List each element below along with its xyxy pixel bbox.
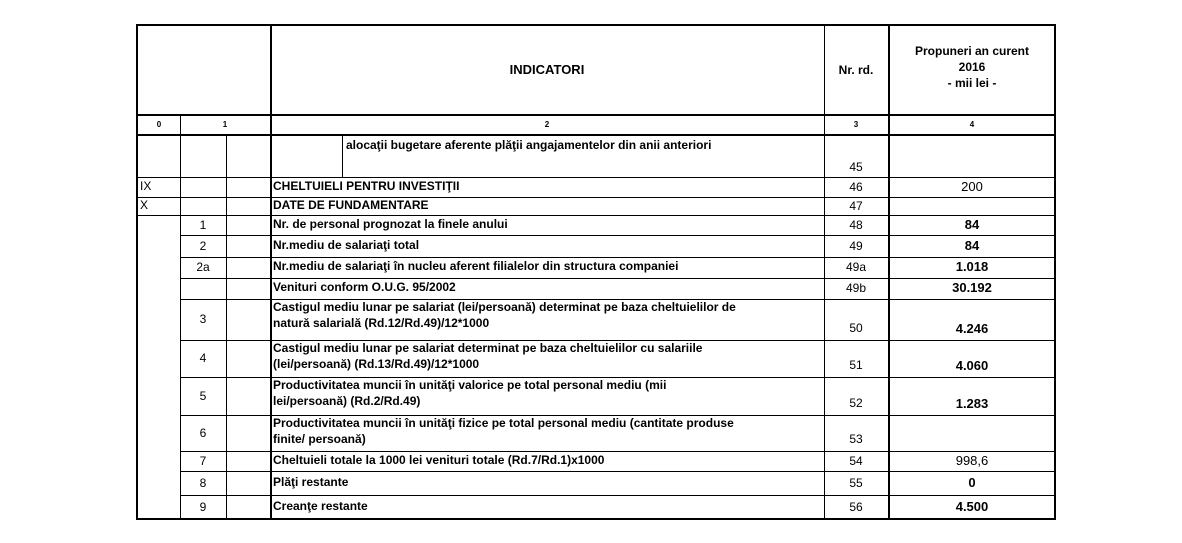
row-number: 53 bbox=[849, 432, 863, 446]
grid-line-horizontal bbox=[180, 451, 1056, 452]
grid-line-vertical bbox=[270, 136, 272, 520]
grid-line-horizontal bbox=[180, 235, 1056, 236]
row-text-line: Nr.mediu de salariaţi în nucleu aferent filialelor din structura companiei bbox=[273, 259, 679, 273]
row-text-line: DATE DE FUNDAMENTARE bbox=[273, 198, 429, 212]
row-sub-index: 4 bbox=[199, 351, 207, 365]
row-sub-index: 7 bbox=[199, 454, 207, 468]
grid-line-vertical bbox=[270, 26, 272, 134]
row-number: 48 bbox=[849, 218, 863, 232]
row-value: 84 bbox=[964, 217, 980, 232]
index-col-0: 0 bbox=[156, 120, 162, 129]
row-text-line: Creanţe restante bbox=[273, 499, 368, 513]
grid-line-horizontal bbox=[180, 415, 1056, 416]
grid-line-horizontal bbox=[180, 215, 1056, 216]
grid-line-horizontal bbox=[138, 134, 1056, 136]
index-col-2: 2 bbox=[544, 120, 550, 129]
grid-line-horizontal bbox=[180, 340, 1056, 341]
index-col-3: 3 bbox=[853, 120, 859, 129]
row-value: 1.018 bbox=[955, 259, 989, 274]
row-text-line: Nr. de personal prognozat la finele anului bbox=[273, 217, 508, 231]
row-number: 51 bbox=[849, 358, 863, 372]
row-number: 49 bbox=[849, 239, 863, 253]
row-sub-index: 1 bbox=[199, 218, 207, 232]
row-number: 56 bbox=[849, 500, 863, 514]
header-propuneri-line2: 2016 bbox=[958, 60, 986, 74]
row-sub-index: 8 bbox=[199, 476, 207, 490]
grid-line-vertical bbox=[888, 136, 890, 520]
row-sub-index: 5 bbox=[199, 389, 207, 403]
row-sub-index: 2a bbox=[196, 260, 210, 274]
row-text-line: Productivitatea muncii în unităţi fizice pe total personal mediu (cantitate produse bbox=[273, 416, 734, 430]
header-indicatori: INDICATORI bbox=[509, 62, 585, 77]
grid-line-vertical bbox=[226, 136, 227, 520]
grid-line-horizontal bbox=[138, 197, 1056, 198]
index-col-4: 4 bbox=[969, 120, 975, 129]
row-text-line: (lei/persoană) (Rd.13/Rd.49)/12*1000 bbox=[273, 357, 480, 371]
grid-line-horizontal bbox=[180, 377, 1056, 378]
row-value: 1.283 bbox=[955, 396, 989, 411]
row-value: 4.500 bbox=[955, 499, 989, 514]
header-propuneri-line3: - mii lei - bbox=[947, 76, 997, 90]
budget-indicators-table bbox=[136, 24, 1056, 520]
grid-line-vertical bbox=[180, 136, 181, 520]
row-number: 47 bbox=[849, 199, 863, 213]
row-value: 998,6 bbox=[955, 453, 989, 468]
row-text-line: Productivitatea muncii în unităţi valorice pe total personal mediu (mii bbox=[273, 378, 667, 392]
grid-line-horizontal bbox=[180, 257, 1056, 258]
row-number: 55 bbox=[849, 476, 863, 490]
row-text-line: Castigul mediu lunar pe salariat determinat pe baza cheltuielilor cu salariile bbox=[273, 341, 703, 355]
grid-line-vertical bbox=[824, 136, 825, 520]
row-value: 30.192 bbox=[952, 280, 992, 295]
row-number: 49b bbox=[845, 281, 867, 295]
row-roman-numeral: IX bbox=[140, 179, 152, 193]
row-sub-index: 9 bbox=[199, 500, 207, 514]
row-sub-index: 3 bbox=[199, 312, 207, 326]
row-text-line: alocaţii bugetare aferente plăţii angajamentelor din anii anteriori bbox=[346, 138, 712, 152]
row-text-line: Venituri conform O.U.G. 95/2002 bbox=[273, 280, 456, 294]
grid-line-horizontal bbox=[180, 495, 1056, 496]
header-propuneri-line1: Propuneri an curent bbox=[914, 44, 1030, 58]
header-nr-rd: Nr. rd. bbox=[838, 63, 874, 77]
grid-line-vertical bbox=[888, 26, 890, 134]
row-value: 4.246 bbox=[955, 321, 989, 336]
grid-line-horizontal bbox=[138, 177, 180, 178]
row-value: 200 bbox=[961, 179, 983, 194]
grid-line-vertical bbox=[180, 114, 181, 134]
row-sub-index: 2 bbox=[199, 239, 207, 253]
grid-line-horizontal bbox=[138, 215, 180, 216]
row-number: 49a bbox=[845, 260, 867, 274]
row-text-line: finite/ persoană) bbox=[273, 432, 366, 446]
row-text-line: Plăţi restante bbox=[273, 475, 349, 489]
row-number: 46 bbox=[849, 180, 863, 194]
row-text-line: natură salarială (Rd.12/Rd.49)/12*1000 bbox=[273, 316, 490, 330]
grid-line-horizontal bbox=[138, 114, 1056, 116]
row-number: 54 bbox=[849, 454, 863, 468]
row-text-line: lei/persoană) (Rd.2/Rd.49) bbox=[273, 394, 421, 408]
grid-line-horizontal bbox=[138, 177, 1056, 178]
row-value: 4.060 bbox=[955, 358, 989, 373]
row-text-line: CHELTUIELI PENTRU INVESTIŢII bbox=[273, 179, 460, 193]
row-value: 0 bbox=[968, 475, 976, 490]
grid-line-horizontal bbox=[180, 278, 1056, 279]
row-number: 52 bbox=[849, 396, 863, 410]
row-number: 50 bbox=[849, 321, 863, 335]
row-text-line: Cheltuieli totale la 1000 lei venituri totale (Rd.7/Rd.1)x1000 bbox=[273, 453, 605, 467]
row-sub-index: 6 bbox=[199, 426, 207, 440]
row-text-line: Nr.mediu de salariaţi total bbox=[273, 238, 420, 252]
grid-line-horizontal bbox=[180, 299, 1056, 300]
grid-line-vertical bbox=[824, 26, 825, 134]
row-value: 84 bbox=[964, 238, 980, 253]
grid-line-horizontal bbox=[180, 471, 1056, 472]
row-roman-numeral: X bbox=[140, 198, 149, 212]
grid-line-horizontal bbox=[138, 197, 180, 198]
grid-line-vertical bbox=[342, 136, 343, 177]
index-col-1: 1 bbox=[222, 120, 228, 129]
row-number: 45 bbox=[849, 160, 863, 174]
row-text-line: Castigul mediu lunar pe salariat (lei/persoană) determinat pe baza cheltuielilor de bbox=[273, 300, 736, 314]
